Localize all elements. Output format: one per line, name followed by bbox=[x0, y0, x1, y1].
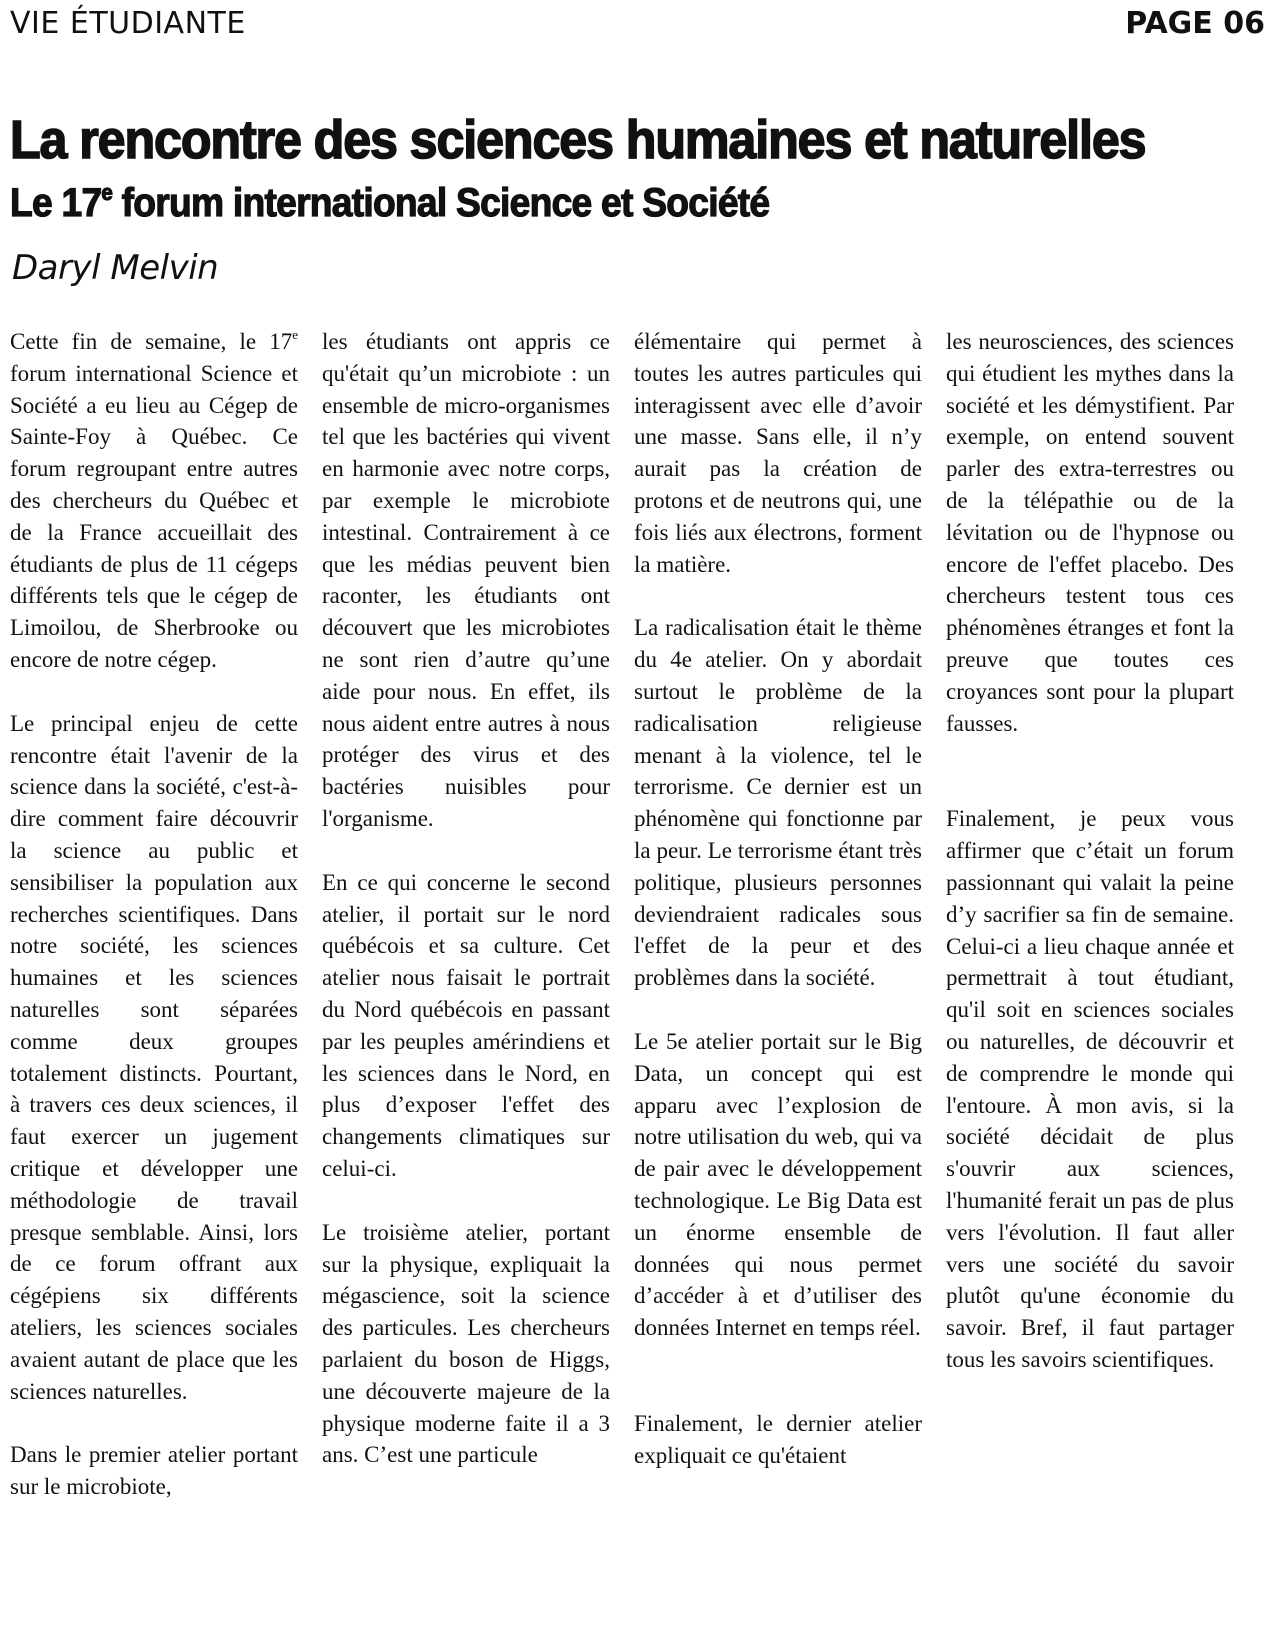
paragraph: Le principal enjeu de cette rencontre était l'avenir de la science dans la société, c'est-à-dire comment faire découvrir la science au public et sensibiliser la population aux recherches scientifiques. Dans notre société, les sciences humaines et les sciences naturelles sont séparées comme deux groupes totalement distincts. Pourtant, à travers ces deux sciences, il faut exercer un jugement critique et développer une méthodologie de travail presque semblable. Ainsi, lors de ce forum offrant aux cégépiens six différents ateliers, les sciences sociales avaient autant de place que les sciences naturelles. bbox=[10, 710, 298, 1404]
subheadline-prefix: Le 17 bbox=[10, 181, 102, 225]
paragraph: Le 5e atelier portait sur le Big Data, un concept qui est apparu avec l’explosion de notre utilisation du web, qui va de pair avec le développement technologique. Le Big Data est un énorme ensemble de données qui nous permet d’accéder à et d’utiliser des données Internet en temps réel. bbox=[634, 1028, 922, 1341]
paragraph: La radicalisation était le thème du 4e atelier. On y abordait surtout le problème de la radicalisation religieuse menant à la violence, tel le terrorisme. Ce dernier est un phénomène qui fonctionne par la peur. Le terrorisme étant très politique, plusieurs personnes deviendraient radicales sous l'effet de la peur et des problèmes dans la société. bbox=[634, 615, 922, 991]
subheadline-superscript: e bbox=[101, 180, 113, 205]
paragraph: Dans le premier atelier portant sur le microbiote, bbox=[10, 1442, 298, 1500]
paragraph: les neurosciences, des sciences qui étudient les mythes dans la société et les démystifient. Par exemple, on entend souvent parler des extra-terrestres ou de la télépathie ou de la lévitation ou de l'hypnose ou encore de l'effet placebo. Des chercheurs testent tous ces phénomènes étranges et font la preuve que toutes ces croyances sont pour la plupart fausses. bbox=[946, 329, 1234, 736]
article-body bbox=[10, 326, 1265, 1650]
paragraph: Le troisième atelier, portant sur la physique, expliquait la mégascience, soit la science des particules. Les chercheurs parlaient du boson de Higgs, une découverte majeure de la physique moderne faite il a 3 ans. C’est une particule bbox=[322, 1219, 610, 1468]
ordinal-superscript: e bbox=[292, 327, 298, 342]
paragraph-text: forum international Science et Société a eu lieu au Cégep de Sainte-Foy à Québec. Ce forum regroupant entre autres des chercheurs du Québec et de la France accueillait des étudiants de plus de 11 cégeps différents tels que le cégep de Limoilou, de Sherbrooke ou encore de notre cégep. bbox=[10, 360, 298, 672]
section-label: VIE ÉTUDIANTE bbox=[10, 6, 246, 41]
article-column-4 bbox=[946, 326, 1234, 1650]
article-column-1 bbox=[10, 326, 298, 1650]
article-column-3 bbox=[634, 326, 922, 1650]
paragraph: élémentaire qui permet à toutes les autres particules qui interagissent avec elle d’avoir une masse. Sans elle, il n’y aurait pas la création de protons et de neutrons qui, une fois liés aux électrons, forment la matière. bbox=[634, 329, 922, 577]
paragraph bbox=[10, 326, 298, 676]
subheadline-suffix: forum international Science et Société bbox=[112, 181, 770, 225]
page-number: PAGE 06 bbox=[1125, 6, 1265, 41]
paragraph-text: Cette fin de semaine, le 17 bbox=[10, 329, 293, 354]
author-byline: Daryl Melvin bbox=[12, 248, 219, 288]
paragraph: les étudiants ont appris ce qu'était qu’un microbiote : un ensemble de micro-organismes tel que les bactéries qui vivent en harmonie avec notre corps, par exemple le microbiote intestinal. Contrairement à ce que les médias peuvent bien raconter, les étudiants ont découvert que les microbiotes ne sont rien d’autre qu’une aide pour nous. En effet, ils nous aident entre autres à nous protéger des virus et des bactéries nuisibles pour l'organisme. bbox=[322, 329, 610, 831]
article-subheadline bbox=[10, 180, 769, 226]
article-headline: La rencontre des sciences humaines et naturelles bbox=[10, 110, 1146, 170]
page-header bbox=[10, 4, 1265, 44]
article-column-2 bbox=[322, 326, 610, 1650]
paragraph: En ce qui concerne le second atelier, il portait sur le nord québécois et sa culture. Cet atelier nous faisait le portrait du Nord québécois en passant par les peuples amérindiens et les sciences dans le Nord, en plus d’exposer l'effet des changements climatiques sur celui-ci. bbox=[322, 869, 610, 1181]
paragraph: Finalement, je peux vous affirmer que c’était un forum passionnant qui valait la peine d’y sacrifier sa fin de semaine. Celui-ci a lieu chaque année et permettrait à tout étudiant, qu'il soit en sciences sociales ou naturelles, de découvrir et de comprendre le monde qui l'entoure. À mon avis, si la société décidait de plus s'ouvrir aux sciences, l'humanité ferait un pas de plus vers l'évolution. Il faut aller vers une société du savoir plutôt qu'une économie du savoir. Bref, il faut partager tous les savoirs scientifiques. bbox=[946, 806, 1234, 1372]
paragraph: Finalement, le dernier atelier expliquait ce qu'étaient bbox=[634, 1410, 922, 1468]
